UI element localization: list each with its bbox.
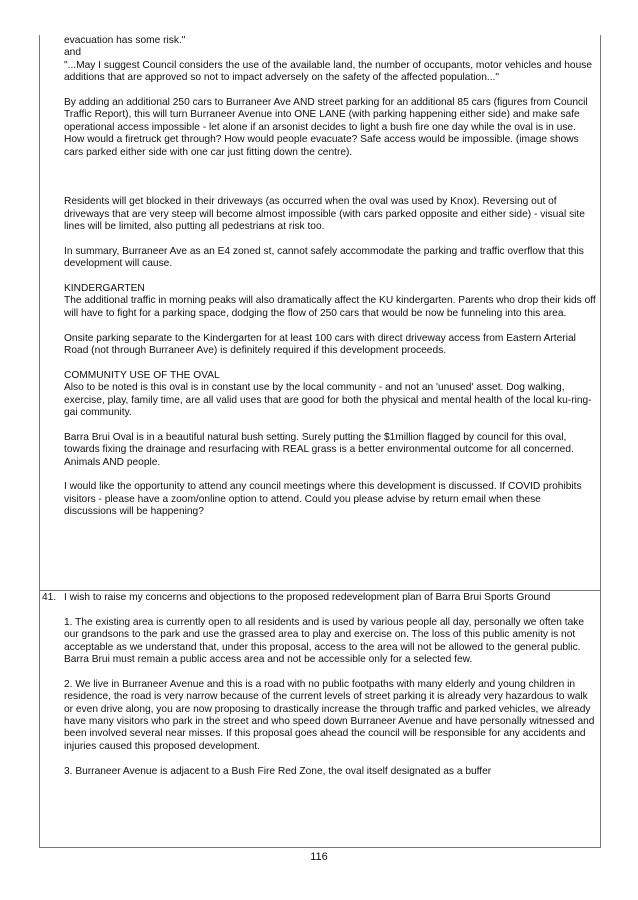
submission-41 [64, 592, 596, 790]
page-number: 116 [310, 851, 328, 863]
paragraph: By adding an additional 250 cars to Burraneer Ave AND street parking for an additional 85 cars (figures from Council Traffic Report), this will turn Burraneer Avenue into ONE LANE (with parking happening either side) and make safe operational access impossible - let alone if an arsonist decides to light a bush fire one day while the oval is in use. How would a firetruck get through? How would people evacuate? Safe access would be impossible. (image shows cars parked either side with one car just fitting down the centre). [64, 97, 588, 158]
paragraph: Residents will get blocked in their driveways (as occurred when the oval was used by Knox). Reversing out of driveways that are very steep will become almost impossible (with cars parked opposite and either side) - visual site lines will be limited, also putting all pedestrians at risk too. [64, 196, 585, 233]
paragraph: COMMUNITY USE OF THE OVAL Also to be noted is this oval is in constant use by the local community - and not an 'unused' asset. Dog walking, exercise, play, family time, are all valid uses that are good for both the physical and mental health of the local ku-ring-gai community. [64, 369, 592, 419]
submission-number: 41. [42, 592, 57, 603]
paragraph: Barra Brui Oval is in a beautiful natural bush setting. Surely putting the $1million flagged by council for this oval, towards fixing the drainage and resurfacing with REAL grass is a better environmental outcome for all concerned. Animals AND people. [64, 431, 574, 468]
paragraph: evacuation has some risk." and "...May I suggest Council considers the use of the available land, the number of occupants, motor vehicles and house additions that are approved so not to impact adversely on the safety of the affected population..." [64, 35, 593, 84]
paragraph: I would like the opportunity to attend any council meetings where this development is discussed. If COVID prohibits visitors - please have a zoom/online option to attend. Could you please advise by return email when these discussions will be happening? [64, 481, 582, 518]
paragraph: Onsite parking separate to the Kindergarten for at least 100 cars with direct driveway access from Eastern Arterial Road (not through Burraneer Ave) is definitely required if this development proceeds. [64, 332, 576, 357]
row-divider [40, 590, 600, 591]
paragraph: KINDERGARTEN The additional traffic in morning peaks will also dramatically affect the KU kindergarten. Parents who drop their kids off will have to fight for a parking space, dodging the flow of 250 cars that would be now be funneling into this area. [64, 283, 596, 319]
paragraph: In summary, Burraneer Ave as an E4 zoned st, cannot safely accommodate the parking and traffic overflow that this development will cause. [64, 245, 584, 270]
paragraph: I wish to raise my concerns and objections to the proposed redevelopment plan of Barra Brui Sports Ground [64, 592, 551, 603]
submissions-table [39, 35, 601, 848]
continued-submission [64, 35, 596, 519]
blank-paragraph [64, 171, 596, 183]
paragraph: 2. We live in Burraneer Avenue and this is a road with no public footpaths with many elderly and young children in residence, the road is very narrow because of the current levels of street parking it is already very hazardous to walk or even drive along, you are now proposing to drastically increase the through traffic and parked vehicles, we already have many visitors who park in the street and who speed down Burraneer Avenue and have personally witnessed and been involved several near misses. If this proposal goes ahead the council will be responsible for any accidents and injuries caused this proposed development. [64, 678, 595, 752]
paragraph: 3. Burraneer Avenue is adjacent to a Bush Fire Red Zone, the oval itself designated as a buffer [64, 765, 492, 777]
paragraph: 1. The existing area is currently open to all residents and is used by various people all day, personally we often take our grandsons to the park and use the grassed area to play and exercise on. The loss of this public amenity is not acceptable as we understand that, under this proposal, access to the area will not be allowed to the general public. Barra Brui must remain a public access area and not be accessible only for a selected few. [64, 616, 585, 666]
